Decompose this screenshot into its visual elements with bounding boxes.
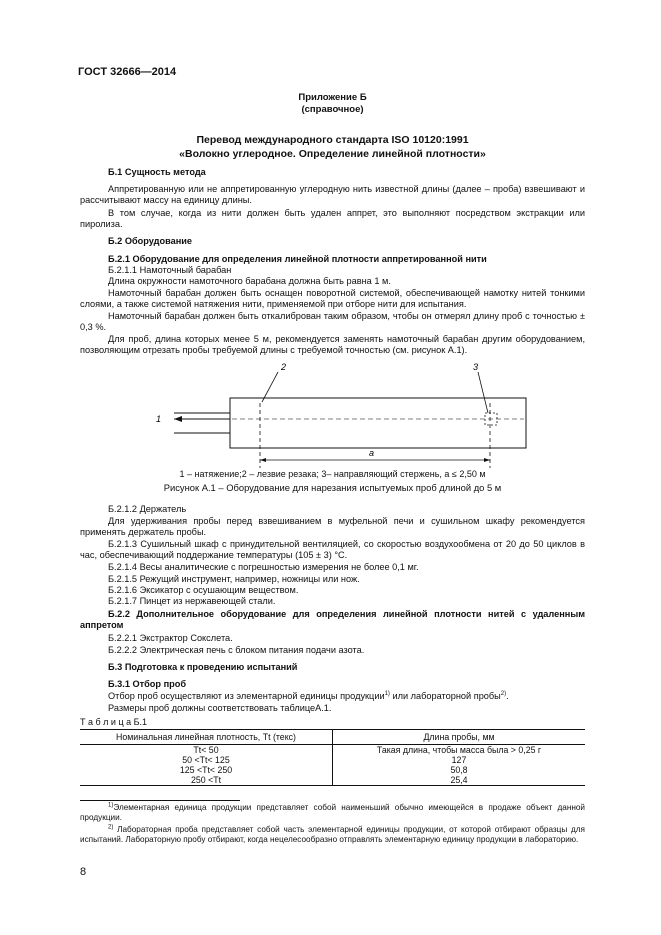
figure-label-a: a xyxy=(369,448,375,458)
item-b214: Б.2.1.4 Весы аналитические с погрешностью измерения не более 0,1 мг. xyxy=(108,562,419,572)
sampling-text-a: Отбор проб осуществляют из элементарной единицы продукции xyxy=(108,691,385,701)
section-b31-heading: Б.3.1 Отбор проб xyxy=(108,679,187,689)
table-cell: 50,8 xyxy=(450,765,468,775)
item-b212-text: Для удерживания пробы перед взвешиванием в муфельной печи и сушильном шкафу рекомендуется применять держатель пробы. xyxy=(80,516,585,538)
section-b21-heading: Б.2.1 Оборудование для определения линейной плотности аппретированной нити xyxy=(108,254,487,264)
section-b1-p1: Аппретированную или не аппретированную углеродную нить известной длины (далее – проба) взвешивают и рассчитывают массу на единицу длины. xyxy=(80,184,585,206)
sampling-text xyxy=(80,691,585,702)
item-b222: Б.2.2.2 Электрическая печь с блоком питания подачи азота. xyxy=(108,645,365,655)
table-row xyxy=(80,765,585,775)
leader-3 xyxy=(478,372,488,413)
figure-caption: Рисунок А.1 – Оборудование для нарезания испытуемых проб длиной до 5 м xyxy=(163,482,502,493)
doc-title-line2: «Волокно углеродное. Определение линейной плотности» xyxy=(179,148,486,160)
table-cell: Tt< 50 xyxy=(80,745,333,756)
figure-legend: 1 – натяжение;2 – лезвие резака; 3– направляющий стержень, a ≤ 2,50 м xyxy=(179,469,486,479)
section-b2-heading: Б.2 Оборудование xyxy=(108,236,193,246)
item-b211-text3: Намоточный барабан должен быть откалиброван таким образом, чтобы он отмерял длину проб с точностью ± 0,3 %. xyxy=(80,311,585,333)
table-title: Т а б л и ц а Б.1 xyxy=(80,717,148,727)
section-b3-heading: Б.3 Подготовка к проведению испытаний xyxy=(108,662,298,672)
item-b212: Б.2.1.2 Держатель xyxy=(108,504,187,514)
footnote-2 xyxy=(80,825,585,845)
item-b213: Б.2.1.3 Сушильный шкаф с принудительной вентиляцией, со скоростью воздухообмена от 20 до 50 циклов в час, обеспечивающий поддержание температуры (105 ± 3) °С. xyxy=(80,539,585,561)
section-b22-heading: Б.2.2 Дополнительное оборудование для определения линейной плотности нитей с удаленным аппретом xyxy=(80,609,585,631)
footnote-ref-2: 2) xyxy=(500,690,507,697)
footnote-2-text: Лабораторная проба представляет собой часть элементарной единицы продукции, от которой отбирают образцы для испытаний. Лабораторную пробу отбирают, когда нецелесообразно отправлять элементарную единицу продукции в лабораторию. xyxy=(80,825,585,844)
table-cell: 50 <Tt< 125 xyxy=(80,755,333,765)
item-b211-text1: Длина окружности намоточного барабана должна быть равна 1 м. xyxy=(108,276,391,286)
item-b216: Б.2.1.6 Эксикатор с осушающим веществом. xyxy=(108,585,299,595)
footnote-1-text: Элементарная единица продукции представляет собой наименьший обычно имеющейся в продаже объект данной продукции. xyxy=(80,803,585,822)
table-b1 xyxy=(80,729,585,786)
sampling-text-c: . xyxy=(506,691,509,701)
figure-label-2: 2 xyxy=(281,362,287,372)
doc-title-line1: Перевод международного стандарта ISO 10120:1991 xyxy=(196,134,469,146)
dimension-arrow-left xyxy=(260,458,266,462)
item-b221: Б.2.2.1 Экстрактор Сокслета. xyxy=(108,633,233,643)
section-b1-p2: В том случае, когда из нити должен быть удален аппрет, это выполняют посредством экстракции или пиролиза. xyxy=(80,208,585,230)
item-b211-text2: Намоточный барабан должен быть оснащен поворотной системой, обеспечивающей намотку нитей тонкими слоями, а также системой натяжения нити, применяемой при отборе нити для испытания. xyxy=(80,288,585,310)
dimension-arrow-right xyxy=(484,458,490,462)
drum-frame xyxy=(230,398,526,448)
footnote-ref-1: 1) xyxy=(384,690,390,697)
appendix-note: (справочное) xyxy=(301,104,364,115)
table-header-density: Номинальная линейная плотность, Tt (текс) xyxy=(80,730,333,745)
table-cell: 25,4 xyxy=(450,775,468,785)
footnote-2-mark: 2) xyxy=(108,824,114,831)
table-row xyxy=(80,775,585,786)
table-cell: 125 <Tt< 250 xyxy=(80,765,333,775)
appendix-title: Приложение Б xyxy=(298,92,367,103)
table-header-length: Длина пробы, мм xyxy=(423,732,495,742)
table-row xyxy=(80,745,585,756)
table-cell: 250 <Tt xyxy=(80,775,333,786)
item-b211: Б.2.1.1 Намоточный барабан xyxy=(108,265,232,275)
figure-label-1: 1 xyxy=(156,414,162,424)
figure-a1 xyxy=(150,358,530,473)
footnote-divider xyxy=(80,800,240,801)
footnote-1 xyxy=(80,803,585,823)
table-cell: 127 xyxy=(451,755,467,765)
sampling-size-text: Размеры проб должны соответствовать таблицеА.1. xyxy=(108,703,332,713)
item-b215: Б.2.1.5 Режущий инструмент, например, ножницы или нож. xyxy=(108,574,360,584)
table-cell: Такая длина, чтобы масса была > 0,25 г xyxy=(376,745,542,755)
sampling-text-b: или лабораторной пробы xyxy=(389,691,501,701)
section-b1-heading: Б.1 Сущность метода xyxy=(108,167,206,177)
item-b211-text4: Для проб, длина которых менее 5 м, рекомендуется заменять намоточный барабан другим оборудованием, позволяющим отрезать пробы требуемой длины с требуемой точностью (см. рисунок А.1). xyxy=(80,334,585,356)
table-header-row xyxy=(80,730,585,745)
item-b217: Б.2.1.7 Пинцет из нержавеющей стали. xyxy=(108,596,276,606)
figure-label-3: 3 xyxy=(473,362,479,372)
document-header: ГОСТ 32666—2014 xyxy=(78,66,177,78)
footnote-1-mark: 1) xyxy=(108,802,114,809)
page-number: 8 xyxy=(80,866,87,878)
table-row xyxy=(80,755,585,765)
